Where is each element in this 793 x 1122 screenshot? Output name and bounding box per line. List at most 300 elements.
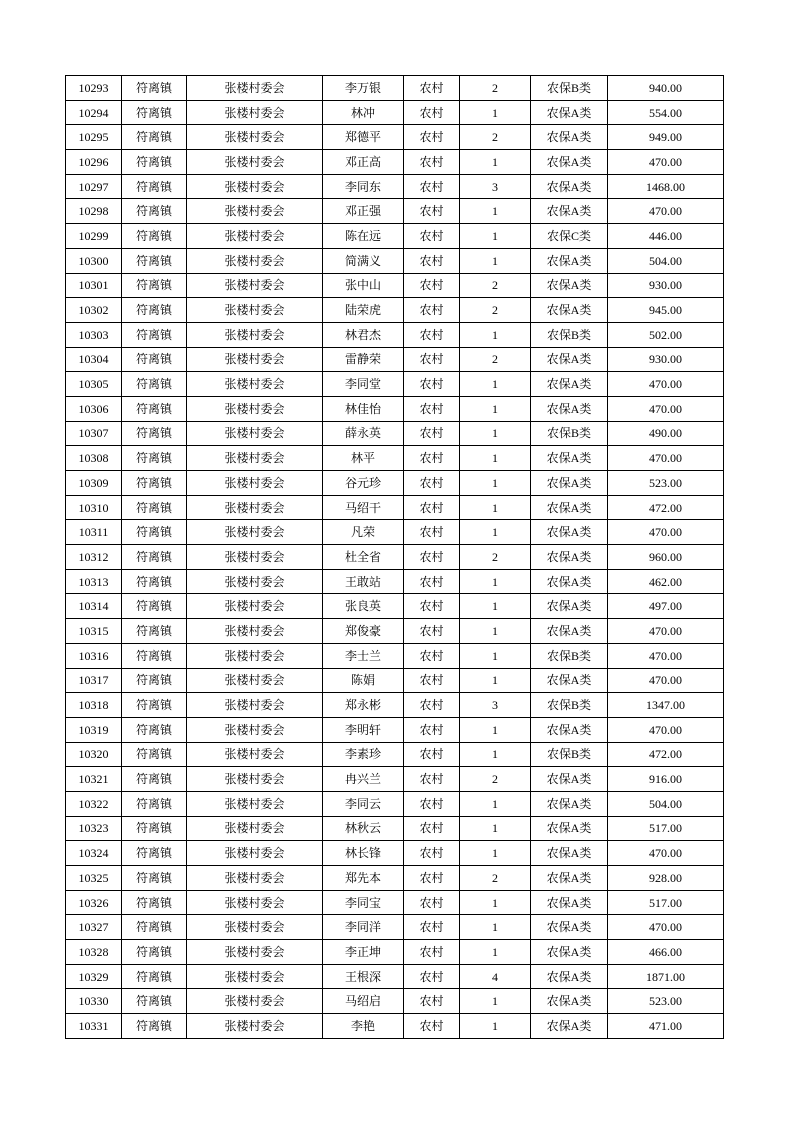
cell-count: 1 <box>460 520 531 545</box>
cell-town: 符离镇 <box>122 396 187 421</box>
cell-amount: 916.00 <box>608 767 724 792</box>
cell-town: 符离镇 <box>122 446 187 471</box>
cell-category: 农保A类 <box>531 372 608 397</box>
cell-town: 符离镇 <box>122 273 187 298</box>
cell-name: 陈娟 <box>323 668 404 693</box>
cell-category: 农保A类 <box>531 594 608 619</box>
cell-category: 农保A类 <box>531 446 608 471</box>
cell-town: 符离镇 <box>122 1014 187 1039</box>
cell-village: 张楼村委会 <box>187 224 323 249</box>
cell-category: 农保A类 <box>531 298 608 323</box>
cell-id: 10314 <box>66 594 122 619</box>
cell-category: 农保A类 <box>531 841 608 866</box>
cell-town: 符离镇 <box>122 150 187 175</box>
cell-amount: 470.00 <box>608 199 724 224</box>
cell-town: 符离镇 <box>122 594 187 619</box>
cell-town: 符离镇 <box>122 520 187 545</box>
cell-id: 10326 <box>66 890 122 915</box>
cell-town: 符离镇 <box>122 866 187 891</box>
cell-count: 1 <box>460 594 531 619</box>
cell-category: 农保A类 <box>531 150 608 175</box>
cell-count: 1 <box>460 495 531 520</box>
cell-category: 农保A类 <box>531 545 608 570</box>
cell-area_type: 农村 <box>404 100 460 125</box>
cell-amount: 497.00 <box>608 594 724 619</box>
cell-count: 1 <box>460 199 531 224</box>
cell-town: 符离镇 <box>122 322 187 347</box>
cell-area_type: 农村 <box>404 619 460 644</box>
cell-town: 符离镇 <box>122 742 187 767</box>
cell-area_type: 农村 <box>404 396 460 421</box>
cell-amount: 1468.00 <box>608 174 724 199</box>
cell-amount: 470.00 <box>608 396 724 421</box>
cell-count: 1 <box>460 668 531 693</box>
table-row <box>66 1014 724 1039</box>
cell-name: 王根深 <box>323 964 404 989</box>
table-row <box>66 545 724 570</box>
cell-area_type: 农村 <box>404 273 460 298</box>
cell-category: 农保A类 <box>531 866 608 891</box>
cell-amount: 930.00 <box>608 273 724 298</box>
cell-town: 符离镇 <box>122 76 187 101</box>
cell-area_type: 农村 <box>404 767 460 792</box>
cell-town: 符离镇 <box>122 569 187 594</box>
cell-area_type: 农村 <box>404 915 460 940</box>
cell-village: 张楼村委会 <box>187 866 323 891</box>
cell-count: 1 <box>460 989 531 1014</box>
cell-name: 李同云 <box>323 791 404 816</box>
cell-town: 符离镇 <box>122 989 187 1014</box>
cell-amount: 504.00 <box>608 248 724 273</box>
cell-village: 张楼村委会 <box>187 643 323 668</box>
cell-area_type: 农村 <box>404 446 460 471</box>
cell-area_type: 农村 <box>404 520 460 545</box>
table-row <box>66 915 724 940</box>
cell-area_type: 农村 <box>404 125 460 150</box>
cell-name: 王敢站 <box>323 569 404 594</box>
cell-name: 林君杰 <box>323 322 404 347</box>
cell-id: 10308 <box>66 446 122 471</box>
cell-amount: 928.00 <box>608 866 724 891</box>
cell-town: 符离镇 <box>122 717 187 742</box>
cell-name: 马绍干 <box>323 495 404 520</box>
table-row <box>66 372 724 397</box>
table-row <box>66 495 724 520</box>
cell-category: 农保B类 <box>531 693 608 718</box>
cell-category: 农保A类 <box>531 347 608 372</box>
cell-count: 2 <box>460 76 531 101</box>
cell-count: 2 <box>460 767 531 792</box>
cell-area_type: 农村 <box>404 989 460 1014</box>
cell-village: 张楼村委会 <box>187 964 323 989</box>
cell-amount: 471.00 <box>608 1014 724 1039</box>
cell-area_type: 农村 <box>404 298 460 323</box>
cell-area_type: 农村 <box>404 717 460 742</box>
cell-id: 10309 <box>66 471 122 496</box>
cell-count: 2 <box>460 545 531 570</box>
table-row <box>66 816 724 841</box>
cell-category: 农保A类 <box>531 495 608 520</box>
cell-category: 农保A类 <box>531 767 608 792</box>
table-row <box>66 520 724 545</box>
cell-name: 谷元珍 <box>323 471 404 496</box>
table-row <box>66 421 724 446</box>
cell-name: 郑永彬 <box>323 693 404 718</box>
payment-table <box>65 75 724 1039</box>
cell-area_type: 农村 <box>404 471 460 496</box>
cell-amount: 960.00 <box>608 545 724 570</box>
cell-id: 10323 <box>66 816 122 841</box>
cell-id: 10298 <box>66 199 122 224</box>
cell-village: 张楼村委会 <box>187 767 323 792</box>
cell-village: 张楼村委会 <box>187 273 323 298</box>
cell-category: 农保B类 <box>531 742 608 767</box>
cell-id: 10327 <box>66 915 122 940</box>
cell-count: 1 <box>460 446 531 471</box>
table-row <box>66 717 724 742</box>
table-row <box>66 446 724 471</box>
table-row <box>66 668 724 693</box>
cell-id: 10303 <box>66 322 122 347</box>
cell-name: 李明轩 <box>323 717 404 742</box>
cell-amount: 470.00 <box>608 619 724 644</box>
cell-area_type: 农村 <box>404 890 460 915</box>
cell-town: 符离镇 <box>122 298 187 323</box>
table-row <box>66 396 724 421</box>
cell-id: 10297 <box>66 174 122 199</box>
table-row <box>66 594 724 619</box>
cell-amount: 949.00 <box>608 125 724 150</box>
table-row <box>66 619 724 644</box>
cell-id: 10295 <box>66 125 122 150</box>
cell-id: 10324 <box>66 841 122 866</box>
cell-count: 2 <box>460 347 531 372</box>
table-row <box>66 964 724 989</box>
cell-area_type: 农村 <box>404 569 460 594</box>
cell-area_type: 农村 <box>404 372 460 397</box>
cell-count: 1 <box>460 322 531 347</box>
table-row <box>66 643 724 668</box>
cell-name: 李万银 <box>323 76 404 101</box>
cell-amount: 517.00 <box>608 890 724 915</box>
cell-village: 张楼村委会 <box>187 989 323 1014</box>
cell-category: 农保A类 <box>531 668 608 693</box>
cell-count: 1 <box>460 841 531 866</box>
cell-category: 农保A类 <box>531 125 608 150</box>
table-row <box>66 989 724 1014</box>
cell-village: 张楼村委会 <box>187 693 323 718</box>
cell-village: 张楼村委会 <box>187 372 323 397</box>
cell-name: 林平 <box>323 446 404 471</box>
cell-name: 雷静荣 <box>323 347 404 372</box>
cell-area_type: 农村 <box>404 322 460 347</box>
cell-name: 郑俊豪 <box>323 619 404 644</box>
cell-town: 符离镇 <box>122 248 187 273</box>
cell-id: 10329 <box>66 964 122 989</box>
cell-amount: 554.00 <box>608 100 724 125</box>
table-row <box>66 841 724 866</box>
cell-count: 1 <box>460 100 531 125</box>
cell-amount: 446.00 <box>608 224 724 249</box>
cell-village: 张楼村委会 <box>187 125 323 150</box>
cell-name: 杜全省 <box>323 545 404 570</box>
cell-amount: 517.00 <box>608 816 724 841</box>
cell-town: 符离镇 <box>122 471 187 496</box>
cell-town: 符离镇 <box>122 619 187 644</box>
cell-category: 农保A类 <box>531 396 608 421</box>
cell-name: 郑先本 <box>323 866 404 891</box>
cell-amount: 470.00 <box>608 841 724 866</box>
cell-count: 1 <box>460 421 531 446</box>
cell-area_type: 农村 <box>404 150 460 175</box>
cell-name: 马绍启 <box>323 989 404 1014</box>
cell-area_type: 农村 <box>404 224 460 249</box>
table-row <box>66 866 724 891</box>
cell-id: 10316 <box>66 643 122 668</box>
table-row <box>66 693 724 718</box>
table-row <box>66 569 724 594</box>
cell-count: 1 <box>460 791 531 816</box>
cell-name: 薛永英 <box>323 421 404 446</box>
cell-village: 张楼村委会 <box>187 915 323 940</box>
cell-id: 10321 <box>66 767 122 792</box>
cell-category: 农保A类 <box>531 100 608 125</box>
cell-town: 符离镇 <box>122 915 187 940</box>
cell-name: 李同洋 <box>323 915 404 940</box>
cell-amount: 470.00 <box>608 643 724 668</box>
cell-id: 10306 <box>66 396 122 421</box>
cell-town: 符离镇 <box>122 347 187 372</box>
cell-count: 1 <box>460 569 531 594</box>
cell-id: 10304 <box>66 347 122 372</box>
table-row <box>66 224 724 249</box>
cell-town: 符离镇 <box>122 199 187 224</box>
cell-area_type: 农村 <box>404 791 460 816</box>
table-row <box>66 273 724 298</box>
cell-category: 农保A类 <box>531 717 608 742</box>
cell-category: 农保B类 <box>531 643 608 668</box>
cell-name: 简满义 <box>323 248 404 273</box>
cell-id: 10302 <box>66 298 122 323</box>
cell-village: 张楼村委会 <box>187 717 323 742</box>
table-row <box>66 199 724 224</box>
cell-category: 农保A类 <box>531 915 608 940</box>
cell-category: 农保A类 <box>531 940 608 965</box>
cell-area_type: 农村 <box>404 1014 460 1039</box>
cell-name: 李士兰 <box>323 643 404 668</box>
cell-id: 10315 <box>66 619 122 644</box>
cell-category: 农保A类 <box>531 989 608 1014</box>
cell-count: 1 <box>460 224 531 249</box>
cell-count: 4 <box>460 964 531 989</box>
cell-village: 张楼村委会 <box>187 668 323 693</box>
cell-category: 农保A类 <box>531 248 608 273</box>
cell-id: 10307 <box>66 421 122 446</box>
cell-village: 张楼村委会 <box>187 619 323 644</box>
cell-area_type: 农村 <box>404 693 460 718</box>
cell-name: 郑德平 <box>323 125 404 150</box>
cell-id: 10320 <box>66 742 122 767</box>
cell-amount: 523.00 <box>608 471 724 496</box>
cell-village: 张楼村委会 <box>187 569 323 594</box>
cell-town: 符离镇 <box>122 174 187 199</box>
cell-id: 10328 <box>66 940 122 965</box>
cell-category: 农保C类 <box>531 224 608 249</box>
cell-amount: 523.00 <box>608 989 724 1014</box>
cell-category: 农保A类 <box>531 273 608 298</box>
cell-category: 农保A类 <box>531 964 608 989</box>
cell-amount: 930.00 <box>608 347 724 372</box>
cell-area_type: 农村 <box>404 545 460 570</box>
cell-count: 2 <box>460 125 531 150</box>
cell-area_type: 农村 <box>404 742 460 767</box>
cell-name: 陈在远 <box>323 224 404 249</box>
cell-village: 张楼村委会 <box>187 150 323 175</box>
cell-category: 农保A类 <box>531 520 608 545</box>
cell-town: 符离镇 <box>122 125 187 150</box>
cell-amount: 945.00 <box>608 298 724 323</box>
cell-id: 10305 <box>66 372 122 397</box>
cell-town: 符离镇 <box>122 816 187 841</box>
table-row <box>66 347 724 372</box>
cell-amount: 1347.00 <box>608 693 724 718</box>
cell-count: 1 <box>460 717 531 742</box>
cell-category: 农保B类 <box>531 322 608 347</box>
cell-village: 张楼村委会 <box>187 347 323 372</box>
cell-town: 符离镇 <box>122 545 187 570</box>
cell-id: 10293 <box>66 76 122 101</box>
cell-count: 1 <box>460 643 531 668</box>
table-row <box>66 100 724 125</box>
cell-count: 1 <box>460 619 531 644</box>
cell-amount: 470.00 <box>608 668 724 693</box>
cell-town: 符离镇 <box>122 421 187 446</box>
cell-town: 符离镇 <box>122 372 187 397</box>
cell-town: 符离镇 <box>122 643 187 668</box>
cell-village: 张楼村委会 <box>187 594 323 619</box>
cell-town: 符离镇 <box>122 890 187 915</box>
cell-category: 农保A类 <box>531 619 608 644</box>
cell-name: 李素珍 <box>323 742 404 767</box>
table-row <box>66 940 724 965</box>
cell-area_type: 农村 <box>404 76 460 101</box>
cell-village: 张楼村委会 <box>187 446 323 471</box>
cell-count: 1 <box>460 816 531 841</box>
cell-amount: 472.00 <box>608 495 724 520</box>
table-row <box>66 298 724 323</box>
cell-count: 3 <box>460 693 531 718</box>
cell-town: 符离镇 <box>122 495 187 520</box>
cell-village: 张楼村委会 <box>187 174 323 199</box>
cell-amount: 470.00 <box>608 717 724 742</box>
cell-area_type: 农村 <box>404 643 460 668</box>
cell-village: 张楼村委会 <box>187 471 323 496</box>
cell-count: 3 <box>460 174 531 199</box>
table-row <box>66 322 724 347</box>
table-row <box>66 125 724 150</box>
cell-name: 邓正高 <box>323 150 404 175</box>
cell-amount: 472.00 <box>608 742 724 767</box>
cell-amount: 470.00 <box>608 446 724 471</box>
cell-village: 张楼村委会 <box>187 890 323 915</box>
cell-category: 农保A类 <box>531 1014 608 1039</box>
cell-area_type: 农村 <box>404 248 460 273</box>
cell-area_type: 农村 <box>404 841 460 866</box>
cell-area_type: 农村 <box>404 816 460 841</box>
cell-id: 10294 <box>66 100 122 125</box>
cell-count: 1 <box>460 915 531 940</box>
cell-id: 10331 <box>66 1014 122 1039</box>
cell-village: 张楼村委会 <box>187 816 323 841</box>
cell-village: 张楼村委会 <box>187 396 323 421</box>
cell-town: 符离镇 <box>122 100 187 125</box>
cell-village: 张楼村委会 <box>187 495 323 520</box>
table-row <box>66 150 724 175</box>
cell-amount: 470.00 <box>608 520 724 545</box>
cell-name: 李正坤 <box>323 940 404 965</box>
cell-area_type: 农村 <box>404 866 460 891</box>
cell-amount: 502.00 <box>608 322 724 347</box>
cell-village: 张楼村委会 <box>187 322 323 347</box>
cell-count: 1 <box>460 890 531 915</box>
cell-id: 10312 <box>66 545 122 570</box>
cell-area_type: 农村 <box>404 199 460 224</box>
table-row <box>66 471 724 496</box>
cell-count: 1 <box>460 1014 531 1039</box>
table-row <box>66 890 724 915</box>
cell-name: 李同东 <box>323 174 404 199</box>
cell-town: 符离镇 <box>122 791 187 816</box>
cell-town: 符离镇 <box>122 767 187 792</box>
cell-village: 张楼村委会 <box>187 742 323 767</box>
cell-village: 张楼村委会 <box>187 940 323 965</box>
cell-town: 符离镇 <box>122 693 187 718</box>
cell-name: 李艳 <box>323 1014 404 1039</box>
cell-name: 林冲 <box>323 100 404 125</box>
cell-id: 10322 <box>66 791 122 816</box>
cell-town: 符离镇 <box>122 841 187 866</box>
cell-area_type: 农村 <box>404 594 460 619</box>
cell-id: 10318 <box>66 693 122 718</box>
cell-name: 林秋云 <box>323 816 404 841</box>
cell-amount: 490.00 <box>608 421 724 446</box>
cell-category: 农保A类 <box>531 791 608 816</box>
cell-village: 张楼村委会 <box>187 421 323 446</box>
table-row <box>66 791 724 816</box>
cell-count: 1 <box>460 940 531 965</box>
cell-area_type: 农村 <box>404 495 460 520</box>
cell-village: 张楼村委会 <box>187 841 323 866</box>
cell-amount: 466.00 <box>608 940 724 965</box>
cell-name: 张中山 <box>323 273 404 298</box>
cell-category: 农保A类 <box>531 199 608 224</box>
cell-count: 1 <box>460 248 531 273</box>
cell-amount: 940.00 <box>608 76 724 101</box>
cell-count: 2 <box>460 298 531 323</box>
cell-village: 张楼村委会 <box>187 76 323 101</box>
cell-category: 农保B类 <box>531 421 608 446</box>
cell-name: 李同堂 <box>323 372 404 397</box>
cell-town: 符离镇 <box>122 964 187 989</box>
cell-town: 符离镇 <box>122 224 187 249</box>
cell-category: 农保B类 <box>531 76 608 101</box>
cell-id: 10300 <box>66 248 122 273</box>
cell-town: 符离镇 <box>122 668 187 693</box>
table-row <box>66 76 724 101</box>
cell-id: 10319 <box>66 717 122 742</box>
cell-area_type: 农村 <box>404 668 460 693</box>
cell-count: 1 <box>460 150 531 175</box>
